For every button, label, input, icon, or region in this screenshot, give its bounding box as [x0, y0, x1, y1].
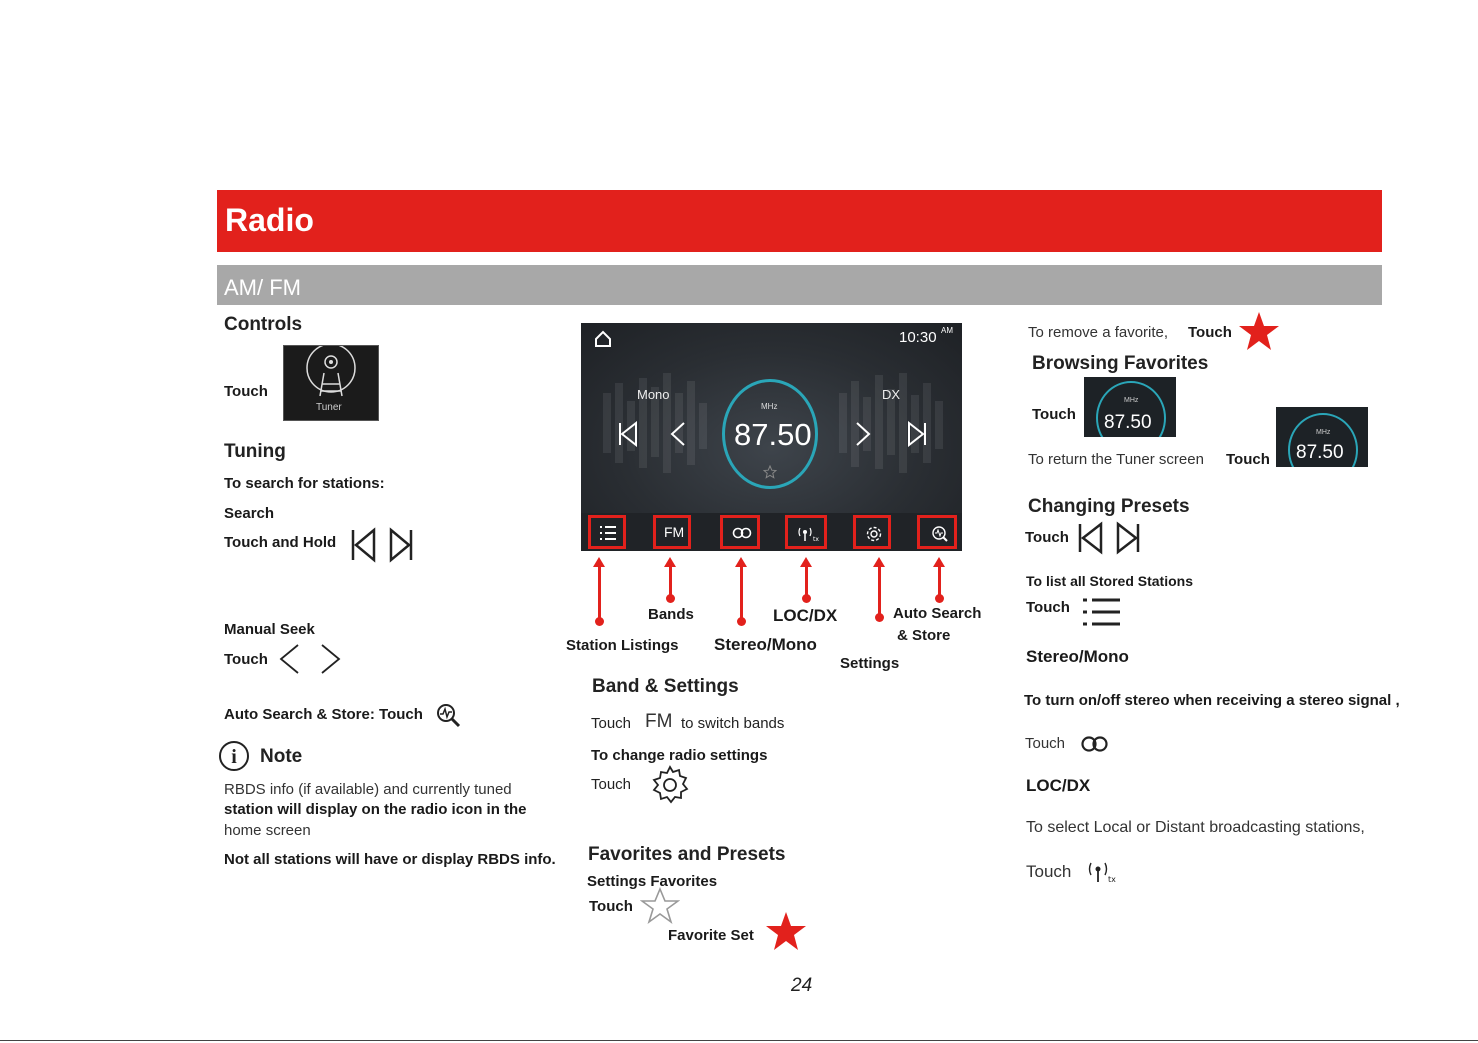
info-icon	[218, 740, 250, 772]
auto-search-button[interactable]	[917, 515, 957, 549]
note-heading: Note	[260, 746, 303, 767]
subsection-title: AM/ FM	[224, 275, 301, 300]
settings-favorites-label: Settings Favorites	[587, 873, 718, 890]
mini-mhz: MHz	[1316, 429, 1331, 436]
arrow-dot-locdx	[802, 594, 811, 603]
list-icon	[1082, 597, 1122, 627]
mhz-label: MHz	[761, 402, 778, 411]
page-bottom-rule	[0, 1040, 1478, 1041]
frequency-display: 87.50	[734, 417, 812, 452]
arrow-dot-station-list	[595, 617, 604, 626]
arrow-dot-auto-search	[935, 594, 944, 603]
fm-label: FM	[645, 711, 673, 732]
arrow-dot-stereo	[737, 617, 746, 626]
return-tuner-touch: Touch	[1226, 451, 1270, 468]
stereo-mono-heading: Stereo/Mono	[1026, 647, 1129, 666]
search-label: Search	[224, 505, 275, 522]
list-icon	[599, 525, 617, 541]
presets-touch-label: Touch	[1025, 529, 1069, 546]
callout-auto-search: Auto Search	[893, 605, 982, 622]
settings-button[interactable]	[853, 515, 891, 549]
clock: 10:30	[899, 329, 937, 346]
auto-search-icon	[931, 525, 949, 543]
stereo-icon	[732, 527, 752, 539]
loc-dx-touch-label: Touch	[1026, 862, 1072, 881]
loc-dx-button[interactable]	[785, 515, 827, 549]
favorite-set-label: Favorite Set	[668, 927, 754, 944]
manual-seek-heading: Manual Seek	[224, 621, 315, 638]
switch-bands-label: to switch bands	[681, 715, 785, 732]
loc-dx-instruction: To select Local or Distant broadcasting stations,	[1026, 819, 1365, 836]
auto-search-label: Auto Search & Store: Touch	[224, 706, 423, 723]
changing-presets-heading: Changing Presets	[1028, 496, 1190, 517]
callout-stereo-mono: Stereo/Mono	[714, 635, 817, 654]
gear-icon	[865, 525, 883, 543]
change-settings-label: To change radio settings	[591, 747, 768, 764]
tuning-subtitle: To search for stations:	[224, 475, 385, 492]
note-line-3: home screen	[224, 822, 311, 839]
tuner-icon	[283, 345, 379, 421]
list-touch-label: Touch	[1026, 599, 1070, 616]
arrow-station-list	[598, 566, 601, 621]
browse-touch-label: Touch	[1032, 406, 1076, 423]
dx-indicator: DX	[882, 387, 901, 402]
clock-suffix: AM	[941, 326, 953, 335]
bottom-toolbar	[581, 513, 962, 551]
stereo-mono-button[interactable]	[720, 515, 760, 549]
callout-station-listings: Station Listings	[566, 637, 679, 654]
tune-up-icon[interactable]	[854, 421, 872, 447]
tuning-heading: Tuning	[224, 441, 286, 462]
callout-auto-store: & Store	[897, 627, 951, 644]
auto-search-icon	[436, 703, 462, 729]
controls-touch-label: Touch	[224, 383, 268, 400]
seek-prev-next-icon	[349, 527, 415, 563]
loc-dx-heading: LOC/DX	[1026, 776, 1091, 795]
return-tuner-label: To return the Tuner screen	[1028, 451, 1204, 468]
seek-prev-icon[interactable]	[617, 421, 639, 447]
antenna-icon	[796, 525, 820, 543]
home-icon[interactable]	[593, 329, 613, 349]
antenna-icon	[1086, 860, 1120, 886]
controls-heading: Controls	[224, 314, 303, 335]
star-outline-icon	[640, 887, 680, 925]
band-settings-heading: Band & Settings	[592, 676, 739, 697]
stereo-touch-label: Touch	[1025, 735, 1066, 752]
star-filled-icon	[1238, 311, 1280, 353]
band-touch-label: Touch	[591, 715, 632, 732]
settings-gear-icon	[649, 764, 691, 806]
stereo-icon	[1080, 735, 1110, 753]
subsection-bar	[217, 265, 1382, 305]
callout-settings: Settings	[840, 655, 900, 672]
mono-indicator: Mono	[637, 387, 670, 402]
arrow-settings	[878, 566, 881, 617]
browsing-favorites-heading: Browsing Favorites	[1032, 353, 1209, 374]
radio-screen	[581, 323, 962, 551]
favorites-touch-label: Touch	[589, 898, 633, 915]
page-title: Radio	[225, 202, 314, 238]
settings-touch-label: Touch	[591, 776, 632, 793]
station-list-button[interactable]	[588, 515, 626, 549]
mini-frequency: 87.50	[1296, 442, 1344, 463]
touch-hold-label: Touch and Hold	[224, 534, 337, 551]
section-title-bar	[217, 190, 1382, 252]
band-button[interactable]	[653, 515, 691, 549]
stereo-instruction: To turn on/off stereo when receiving a stereo signal ,	[1024, 692, 1400, 709]
note-line-1: RBDS info (if available) and currently tuned	[224, 781, 512, 798]
arrow-dot-settings	[875, 613, 884, 622]
note-line-4: Not all stations will have or display RBDS info.	[224, 851, 556, 868]
svg-text:tx: tx	[813, 536, 819, 543]
tune-down-icon[interactable]	[669, 421, 687, 447]
manual-seek-touch: Touch	[224, 651, 268, 668]
tuner-icon-label: Tuner	[316, 402, 342, 413]
arrow-dot-bands	[666, 594, 675, 603]
frequency-thumbnail	[1276, 407, 1368, 467]
note-line-2: station will display on the radio icon in the	[224, 801, 527, 818]
band-button-label: FM	[664, 524, 685, 540]
list-stations-label: To list all Stored Stations	[1026, 573, 1193, 589]
favorites-presets-heading: Favorites and Presets	[588, 844, 786, 865]
callout-bands: Bands	[648, 606, 694, 623]
frequency-thumbnail	[1084, 377, 1176, 437]
mini-mhz: MHz	[1124, 397, 1139, 404]
favorite-star-icon[interactable]	[763, 465, 777, 479]
remove-favorite-label: To remove a favorite,	[1028, 324, 1169, 341]
seek-next-icon[interactable]	[906, 421, 928, 447]
manual-seek-arrows-icon	[278, 643, 344, 675]
svg-text:i: i	[231, 746, 237, 768]
mini-frequency: 87.50	[1104, 412, 1152, 433]
remove-favorite-touch: Touch	[1188, 324, 1232, 341]
callout-loc-dx: LOC/DX	[773, 606, 838, 625]
star-filled-icon	[765, 911, 807, 953]
arrow-stereo	[740, 566, 743, 621]
page-number: 24	[791, 975, 813, 996]
seek-prev-next-icon	[1076, 521, 1142, 555]
svg-text:tx: tx	[1108, 875, 1116, 884]
